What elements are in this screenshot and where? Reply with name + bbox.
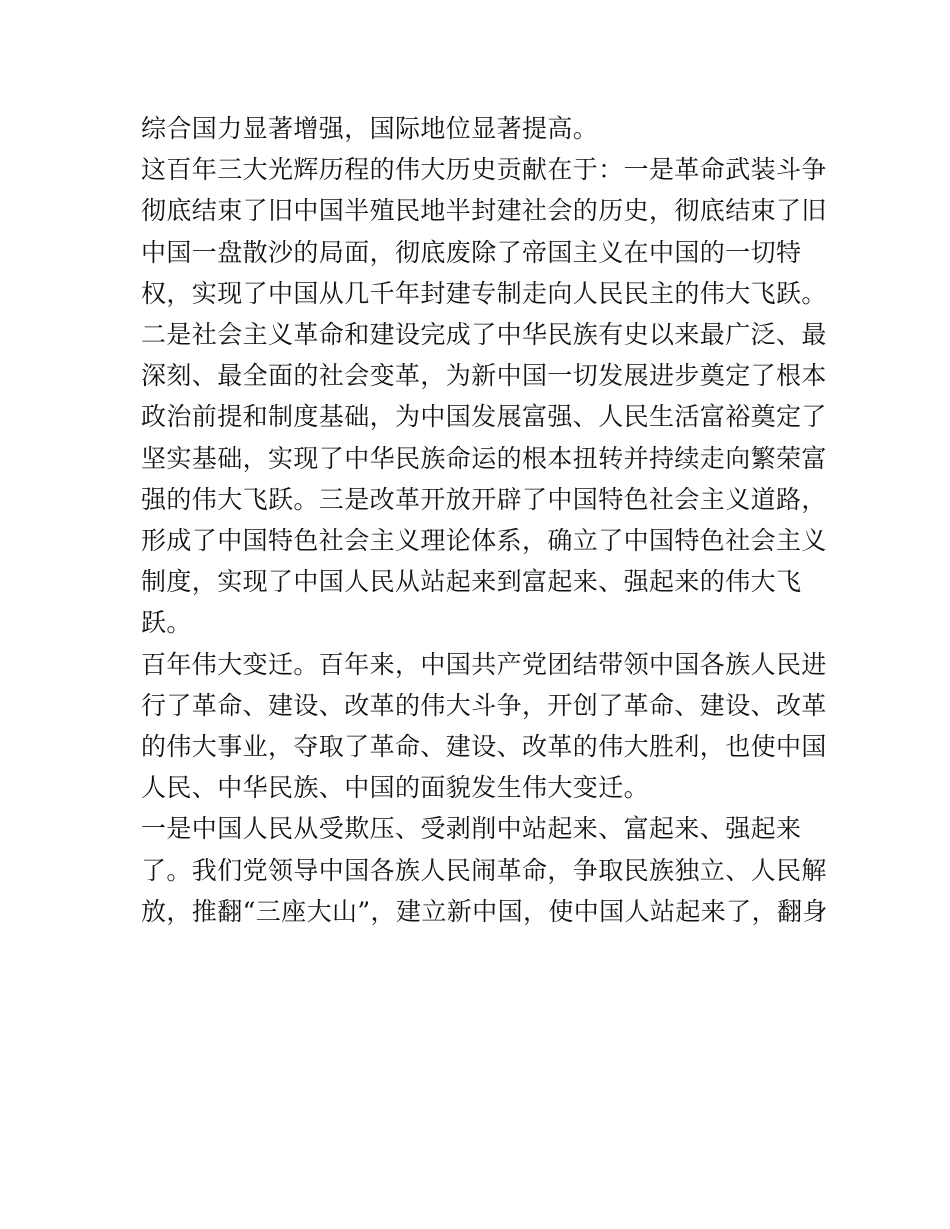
document-body — [141, 108, 828, 932]
text-line: 深刻、最全面的社会变革，为新中国一切发展进步奠定了根本 — [141, 361, 827, 391]
text-line: 一是中国人民从受欺压、受剥削中站起来、富起来、强起来 — [141, 814, 802, 844]
text-line: 放，推翻“三座大山”，建立新中国，使中国人站起来了，翻身 — [141, 896, 828, 926]
text-line: 综合国力显著增强，国际地位显著提高。 — [141, 114, 599, 143]
text-line: 跃。 — [141, 608, 192, 638]
text-line: 权，实现了中国从几千年封建专制走向人民民主的伟大飞跃。 — [141, 278, 827, 308]
text-line: 彻底结束了旧中国半殖民地半封建社会的历史，彻底结束了旧 — [141, 196, 827, 226]
text-line: 制度，实现了中国人民从站起来到富起来、强起来的伟大飞 — [141, 567, 802, 597]
text-line: 政治前提和制度基础，为中国发展富强、人民生活富裕奠定了 — [141, 402, 827, 432]
text-line: 强的伟大飞跃。三是改革开放开辟了中国特色社会主义道路， — [141, 484, 827, 514]
text-line: 人民、中华民族、中国的面貌发生伟大变迁。 — [141, 773, 650, 803]
text-line: 坚实基础，实现了中华民族命运的根本扭转并持续走向繁荣富 — [141, 443, 827, 473]
text-line: 二是社会主义革命和建设完成了中华民族有史以来最广泛、最 — [141, 320, 827, 350]
text-line: 的伟大事业，夺取了革命、建设、改革的伟大胜利，也使中国 — [141, 732, 827, 762]
text-line: 了。我们党领导中国各族人民闹革命，争取民族独立、人民解 — [141, 855, 827, 885]
text-line: 这百年三大光辉历程的伟大历史贡献在于：一是革命武装斗争 — [141, 155, 827, 185]
text-line: 百年伟大变迁。百年来，中国共产党团结带领中国各族人民进 — [141, 649, 827, 679]
text-line: 行了革命、建设、改革的伟大斗争，开创了革命、建设、改革 — [141, 690, 827, 720]
text-line: 形成了中国特色社会主义理论体系，确立了中国特色社会主义 — [141, 526, 827, 556]
text-line: 中国一盘散沙的局面，彻底废除了帝国主义在中国的一切特 — [141, 237, 802, 267]
